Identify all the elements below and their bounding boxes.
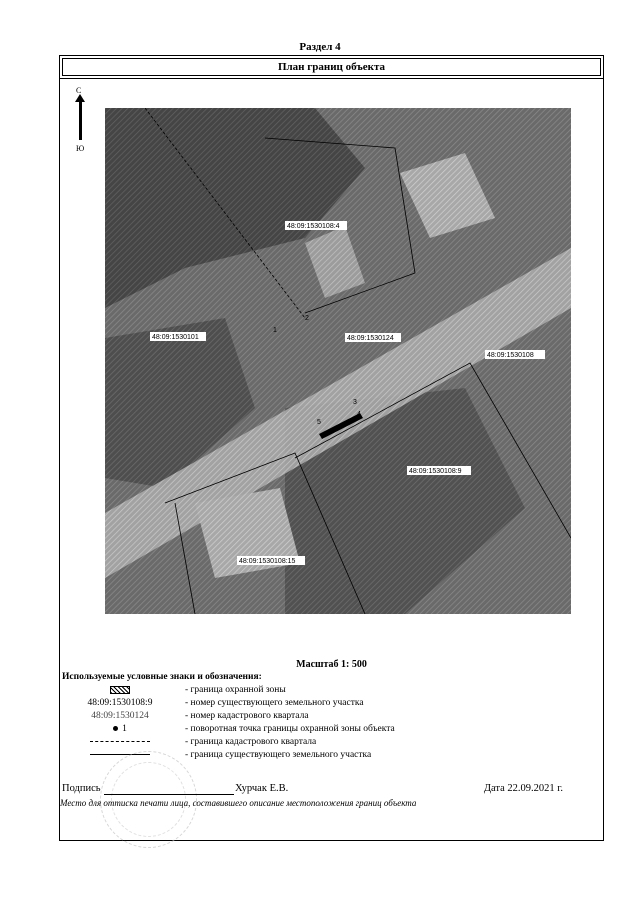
legend-item bbox=[60, 685, 603, 696]
turning-point-label: 3 bbox=[353, 399, 357, 406]
section-title: Раздел 4 bbox=[299, 41, 341, 53]
parcel-label: 48:09:1530108 bbox=[487, 352, 534, 359]
parcel-label: 48:09:1530108:15 bbox=[239, 558, 296, 565]
legend-desc: - граница существующего земельного участка bbox=[185, 750, 372, 760]
parcel-label: 48:09:1530101 bbox=[152, 334, 199, 341]
signer-name: Хурчак Е.В. bbox=[235, 783, 289, 794]
legend-item bbox=[60, 724, 603, 735]
frame-title-text: План границ объекта bbox=[277, 61, 386, 73]
north-arrow-icon bbox=[73, 86, 89, 166]
map-scale: Масштаб 1: 500 bbox=[296, 659, 367, 670]
legend-item bbox=[60, 698, 603, 709]
aerial-map bbox=[105, 108, 571, 614]
legend-point-number: 1 bbox=[122, 724, 127, 734]
legend-title: Используемые условные знаки и обозначения: bbox=[62, 672, 262, 682]
arrow-shaft bbox=[79, 100, 82, 140]
legend-desc: - номер кадастрового квартала bbox=[185, 711, 309, 721]
signature-underline bbox=[104, 794, 234, 795]
legend-symbol-quarter-line bbox=[60, 737, 180, 748]
point-icon bbox=[113, 726, 118, 731]
legend-symbol-quarter: 48:09:1530124 bbox=[91, 711, 149, 721]
hatched-rect-icon bbox=[110, 686, 130, 694]
dashed-line-icon bbox=[90, 741, 150, 742]
south-label: Ю bbox=[76, 144, 85, 153]
legend-symbol-zone bbox=[60, 685, 180, 696]
map-svg bbox=[105, 108, 571, 614]
turning-point-label: 5 bbox=[317, 419, 321, 426]
turning-point-label: 6 bbox=[325, 431, 329, 438]
signature-label: Подпись bbox=[62, 783, 101, 794]
parcel-label: 48:09:1530108:9 bbox=[409, 468, 462, 475]
signature-date: Дата 22.09.2021 г. bbox=[483, 783, 563, 794]
turning-point-label: 1 bbox=[273, 327, 277, 334]
legend-desc: - граница охранной зоны bbox=[185, 685, 286, 695]
frame-title bbox=[60, 56, 603, 79]
legend-symbol-point bbox=[60, 724, 180, 735]
legend-desc: - граница кадастрового квартала bbox=[185, 737, 317, 747]
legend-desc: - поворотная точка границы охранной зоны объекта bbox=[185, 724, 395, 734]
turning-point-label: 4 bbox=[357, 411, 361, 418]
legend-desc: - номер существующего земельного участка bbox=[185, 698, 364, 708]
legend-item bbox=[60, 737, 603, 748]
parcel-label: 48:09:1530108:4 bbox=[287, 223, 340, 230]
stamp-place-note: Место для оттиска печати лица, составившего описание местоположения границ объекта bbox=[60, 798, 417, 808]
legend-symbol-parcel: 48:09:1530108:9 bbox=[87, 698, 153, 708]
document-frame bbox=[59, 55, 604, 841]
turning-point-label: 2 bbox=[305, 315, 309, 322]
quarter-label: 48:09:1530124 bbox=[347, 335, 394, 342]
north-label: С bbox=[76, 86, 82, 95]
legend-item bbox=[60, 711, 603, 722]
